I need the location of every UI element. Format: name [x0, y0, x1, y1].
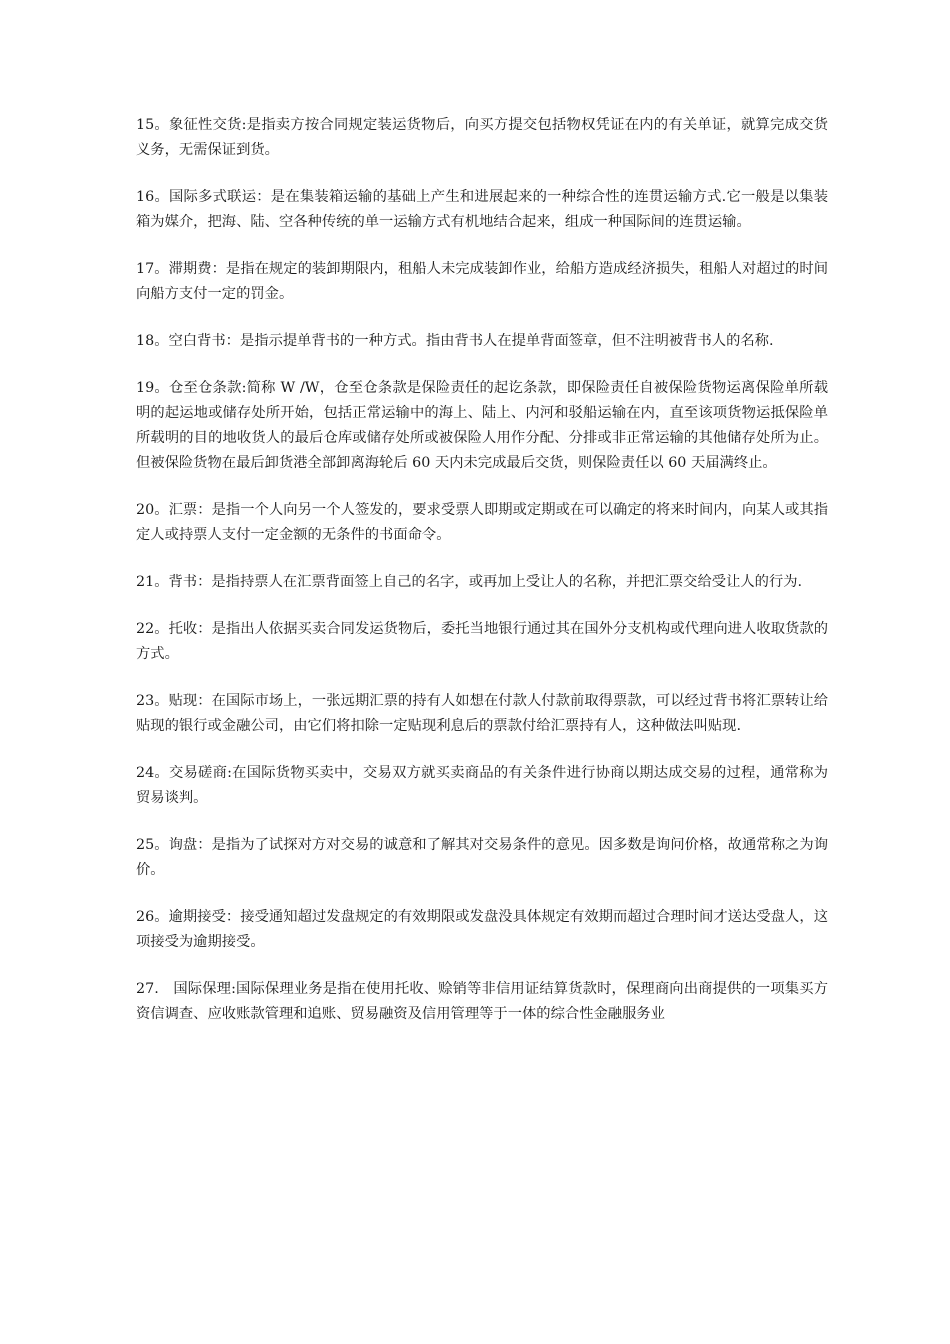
paragraph-15: 15。象征性交货:是指卖方按合同规定装运货物后，向买方提交包括物权凭证在内的有关单证，就算完成交货义务，无需保证到货。 [136, 117, 828, 158]
paragraph-20: 20。汇票：是指一个人向另一个人签发的，要求受票人即期或定期或在可以确定的将来时间内，向某人或其指定人或持票人支付一定金额的无条件的书面命令。 [136, 502, 828, 543]
paragraph-18: 18。空白背书：是指示提单背书的一种方式。指由背书人在提单背面签章，但不注明被背书人的名称. [136, 333, 774, 349]
paragraph-27: 27. 国际保理:国际保理业务是指在使用托收、赊销等非信用证结算货款时，保理商向出商提供的一项集买方资信调查、应收账款管理和追账、贸易融资及信用管理等于一体的综合性金融服务业 [136, 981, 828, 1022]
paragraph-19: 19。仓至仓条款:简称 W /W，仓至仓条款是保险责任的起讫条款，即保险责任自被保险货物运离保险单所载明的起运地或储存处所开始，包括正常运输中的海上、陆上、内河和驳船运输在内，直至该项货物运抵保险单所载明的目的地收货人的最后仓库或储存处所或被保险人用作分配、分排或非正常运输的其他储存处所为止。但被保险货物在最后卸货港全部卸离海轮后 60 天内未完成最后交货，则保险责任以 60 天届满终止。 [136, 380, 828, 471]
paragraph-21: 21。背书：是指持票人在汇票背面签上自己的名字，或再加上受让人的名称，并把汇票交给受让人的行为. [136, 574, 803, 590]
paragraph-26: 26。逾期接受：接受通知超过发盘规定的有效期限或发盘没具体规定有效期而超过合理时间才送达受盘人，这项接受为逾期接受。 [136, 909, 828, 950]
paragraph-23: 23。贴现：在国际市场上，一张远期汇票的持有人如想在付款人付款前取得票款，可以经过背书将汇票转让给贴现的银行或金融公司，由它们将扣除一定贴现利息后的票款付给汇票持有人，这种做法叫贴现. [136, 693, 828, 734]
paragraph-24: 24。交易磋商:在国际货物买卖中，交易双方就买卖商品的有关条件进行协商以期达成交易的过程，通常称为贸易谈判。 [136, 765, 828, 806]
paragraph-22: 22。托收：是指出人依据买卖合同发运货物后，委托当地银行通过其在国外分支机构或代理向进人收取货款的方式。 [136, 621, 828, 662]
paragraph-16: 16。国际多式联运：是在集装箱运输的基础上产生和进展起来的一种综合性的连贯运输方式.它一般是以集装箱为媒介，把海、陆、空各种传统的单一运输方式有机地结合起来，组成一种国际间的连贯运输。 [136, 189, 828, 230]
paragraph-25: 25。询盘：是指为了试探对方对交易的诚意和了解其对交易条件的意见。因多数是询问价格，故通常称之为询价。 [136, 837, 828, 878]
paragraph-17: 17。滞期费：是指在规定的装卸期限内，租船人未完成装卸作业，给船方造成经济损失，租船人对超过的时间向船方支付一定的罚金。 [136, 261, 828, 302]
document-page [136, 113, 828, 1049]
